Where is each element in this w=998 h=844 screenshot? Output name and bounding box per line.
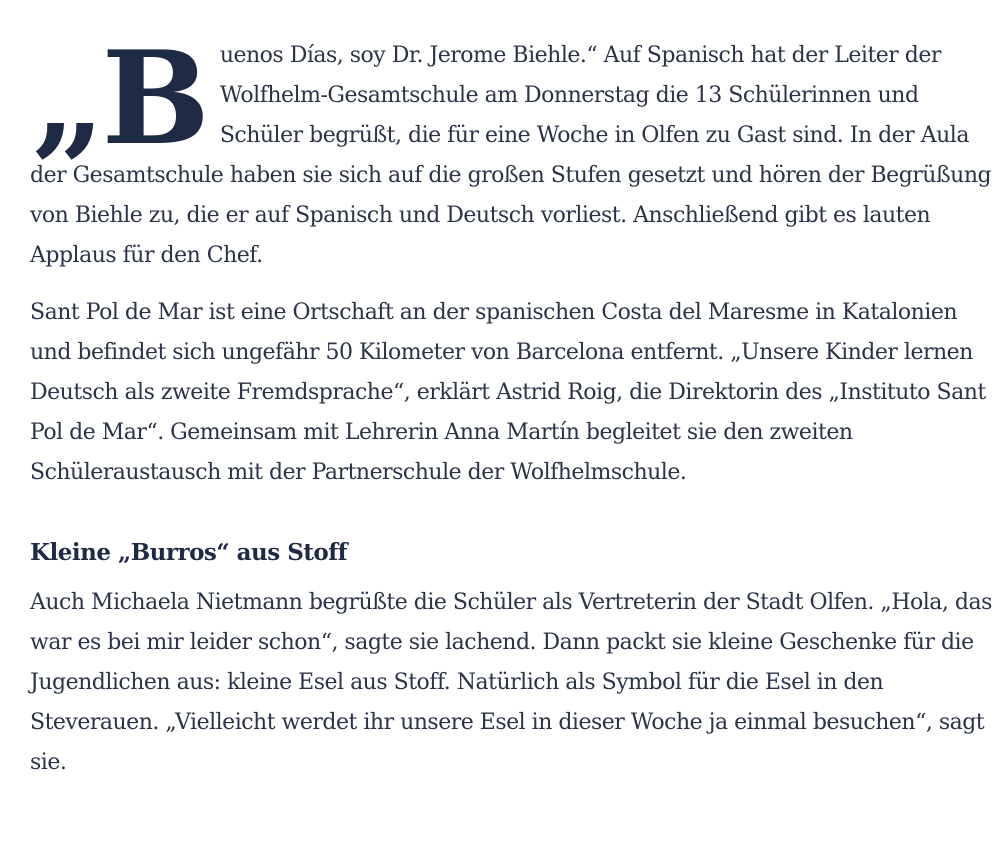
intro-paragraph [30, 24, 994, 276]
article-body [30, 24, 994, 783]
drop-cap: „B [32, 24, 206, 174]
section-subheading: Kleine „Burros“ aus Stoff [30, 539, 348, 566]
body-paragraph-gifts: Auch Michaela Nietmann begrüßte die Schüler als Vertreterin der Stadt Olfen. „Hola, das war es bei mir leider schon“, sagte sie lachend. Dann packt sie kleine Geschenke für die Jugendlichen aus: kleine Esel aus Stoff. Natürlich als Symbol für die Esel in den Steverauen. „Vielleicht werdet ihr unsere Esel in dieser Woche ja einmal besuchen“, sagt sie. [30, 590, 992, 775]
body-paragraph-location: Sant Pol de Mar ist eine Ortschaft an der spanischen Costa del Maresme in Katalonien und befindet sich ungefähr 50 Kilometer von Barcelona entfernt. „Unsere Kinder lernen Deutsch als zweite Fremdsprache“, erklärt Astrid Roig, die Direktorin des „Instituto Sant Pol de Mar“. Gemeinsam mit Lehrerin Anna Martín begleitet sie den zweiten Schüleraustausch mit der Partnerschule der Wolfhelmschule. [30, 300, 986, 485]
intro-paragraph-text: uenos Días, soy Dr. Jerome Biehle.“ Auf Spanisch hat der Leiter der Wolfhelm-Gesamtschule am Donnerstag die 13 Schülerinnen und Schüler begrüßt, die für eine Woche in Olfen zu Gast sind. In der Aula der Gesamtschule haben sie sich auf die großen Stufen gesetzt und hören der Begrüßung von Biehle zu, die er auf Spanisch und Deutsch vorliest. Anschließend gibt es lauten Applaus für den Chef. [30, 43, 992, 268]
